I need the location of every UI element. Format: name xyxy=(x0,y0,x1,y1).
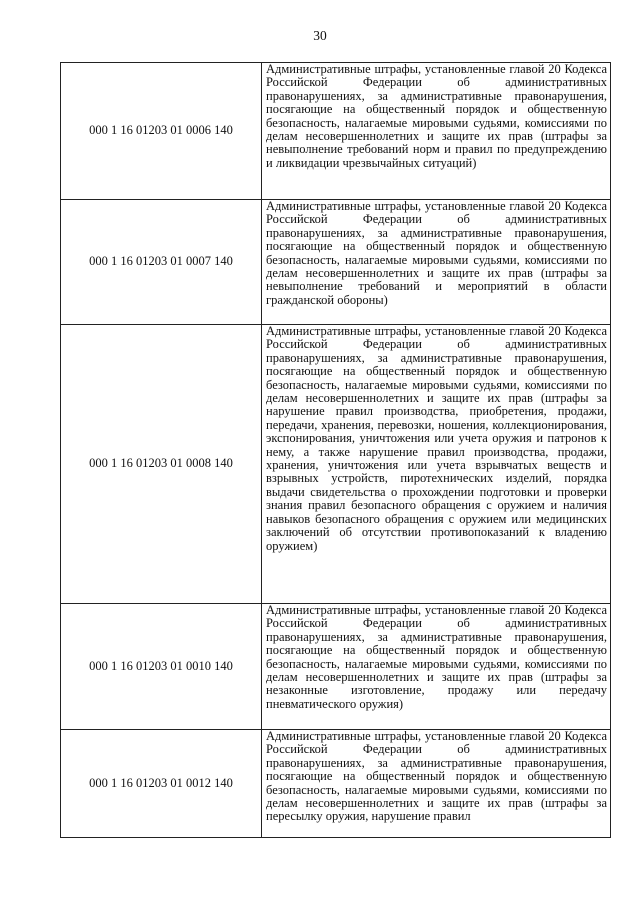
description-cell xyxy=(262,325,611,604)
table-row xyxy=(61,604,611,730)
page-number: 30 xyxy=(313,28,327,43)
budget-code: 000 1 16 01203 01 0007 140 xyxy=(89,254,233,269)
description-text: Административные штрафы, установленные главой 20 Кодекса Российской Федерации об административных правонарушениях, за административные правонарушения, посягающие на общественный порядок и общественную безопасность, налагаемые мировыми судьями, комиссиями по делам несовершеннолетних и защите их прав (штрафы за невыполнение требований норм и правил по предупреждению и ликвидации чрезвычайных ситуаций) xyxy=(266,62,607,170)
description-text: Административные штрафы, установленные главой 20 Кодекса Российской Федерации об административных правонарушениях, за административные правонарушения, посягающие на общественный порядок и общественную безопасность, налагаемые мировыми судьями, комиссиями по делам несовершеннолетних и защите их прав (штрафы за пересылку оружия, нарушение правил xyxy=(266,729,607,824)
description-cell xyxy=(262,730,611,838)
budget-code-cell xyxy=(61,63,262,200)
description-cell xyxy=(262,604,611,730)
budget-code-cell xyxy=(61,730,262,838)
table-row xyxy=(61,325,611,604)
budget-code: 000 1 16 01203 01 0012 140 xyxy=(89,775,233,790)
description-text: Административные штрафы, установленные главой 20 Кодекса Российской Федерации об административных правонарушениях, за административные правонарушения, посягающие на общественный порядок и общественную безопасность, налагаемые мировыми судьями, комиссиями по делам несовершеннолетних и защите их прав (штрафы за незаконные изготовление, продажу или передачу пневматического оружия) xyxy=(266,603,607,711)
budget-code: 000 1 16 01203 01 0006 140 xyxy=(89,123,233,138)
budget-code: 000 1 16 01203 01 0008 140 xyxy=(89,456,233,471)
description-cell xyxy=(262,200,611,325)
description-text: Административные штрафы, установленные главой 20 Кодекса Российской Федерации об административных правонарушениях, за административные правонарушения, посягающие на общественный порядок и общественную безопасность, налагаемые мировыми судьями, комиссиями по делам несовершеннолетних и защите их прав (штрафы за невыполнение требований и мероприятий в области гражданской обороны) xyxy=(266,199,607,307)
budget-code-cell xyxy=(61,604,262,730)
budget-code-cell xyxy=(61,325,262,604)
budget-codes-table xyxy=(60,62,611,838)
table-row xyxy=(61,63,611,200)
description-cell xyxy=(262,63,611,200)
description-text: Административные штрафы, установленные главой 20 Кодекса Российской Федерации об административных правонарушениях, за административные правонарушения, посягающие на общественный порядок и общественную безопасность, налагаемые мировыми судьями, комиссиями по делам несовершеннолетних и защите их прав (штрафы за нарушение правил производства, приобретения, продажи, передачи, хранения, перевозки, ношения, коллекционирования, экспонирования, уничтожения или учета оружия и патронов к нему, а также нарушение правил производства, продажи, хранения, уничтожения или учета взрывчатых веществ и взрывных устройств, пиротехнических изделий, порядка выдачи свидетельства о прохождении подготовки и проверки знания правил безопасного обращения с оружием и наличия навыков безопасного обращения с оружием или медицинских заключений об отсутствии противопоказаний к владению оружием) xyxy=(266,324,607,553)
budget-code-cell xyxy=(61,200,262,325)
budget-code: 000 1 16 01203 01 0010 140 xyxy=(89,658,233,673)
table-row xyxy=(61,200,611,325)
table-row xyxy=(61,730,611,838)
